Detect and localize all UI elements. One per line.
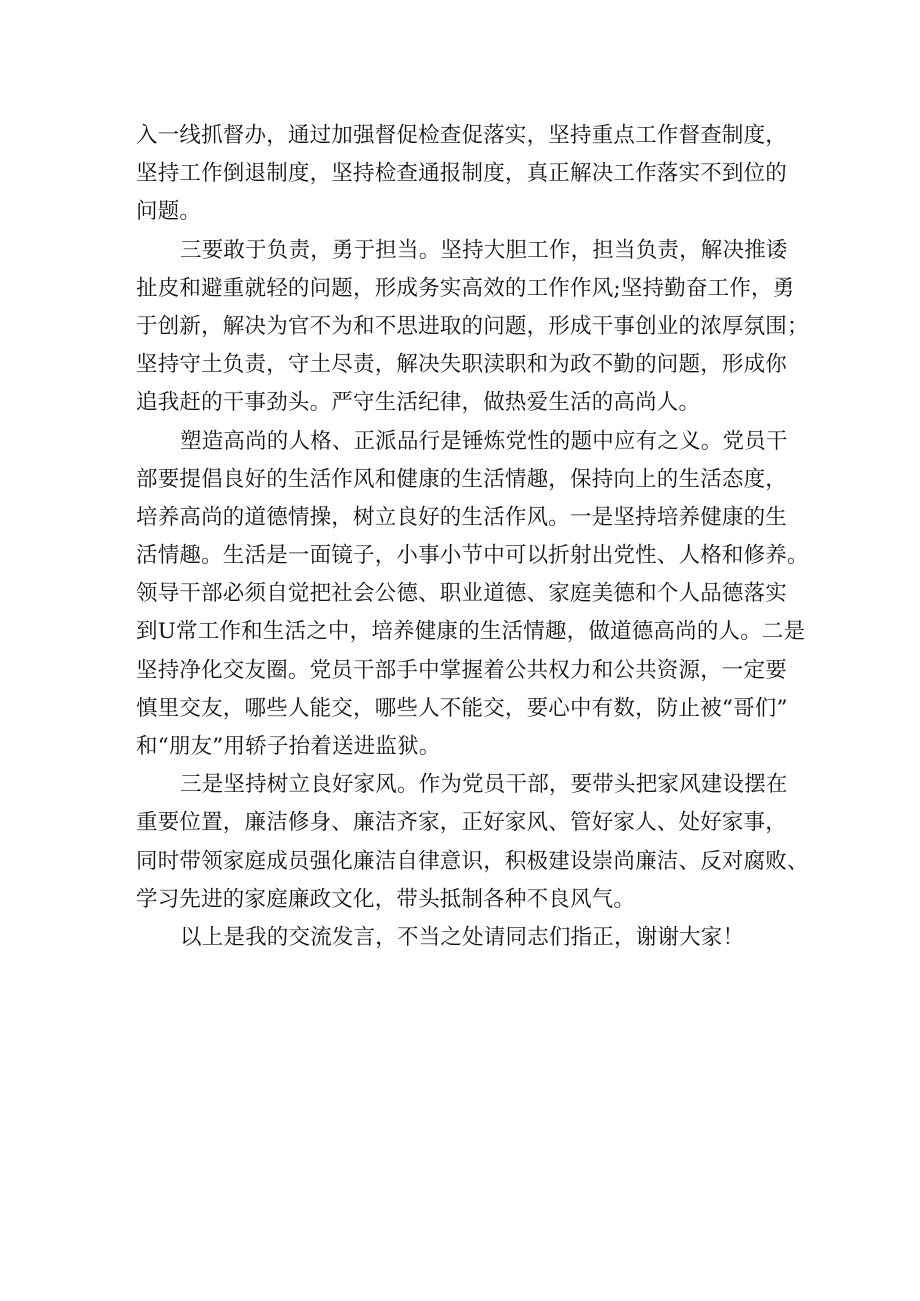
text-line: 重要位置，廉洁修身、廉洁齐家，正好家风、管好家人、处好家事， <box>136 810 788 836</box>
text-line: 同时带领家庭成员强化廉洁自律意识，积极建设崇尚廉洁、反对腐败、 <box>136 848 809 874</box>
text-line: 于创新，解决为官不为和不思进取的问题，形成干事创业的浓厚氛围； <box>136 313 809 339</box>
text-line: 追我赶的干事劲头。严守生活纪律，做热爱生活的高尚人。 <box>136 390 701 416</box>
text-line: 入一线抓督办，通过加强督促检查促落实，坚持重点工作督查制度， <box>136 123 788 148</box>
text-line: 部要提倡良好的生活作风和健康的生活情趣，保持向上的生活态度， <box>136 466 788 492</box>
text-line: 扯皮和避重就轻的问题，形成务实高效的工作作风;坚持勤奋工作，勇 <box>136 275 795 301</box>
document-body <box>136 117 809 957</box>
text-line: 和“朋友”用轿子抬着送进监狱。 <box>136 734 441 759</box>
paragraph-first-line: 以上是我的交流发言，不当之处请同志们指正，谢谢大家！ <box>180 924 745 950</box>
text-line: 到U常工作和生活之中，培养健康的生活情趣，做道德高尚的人。二是 <box>136 619 806 645</box>
text-line: 坚持工作倒退制度，坚持检查通报制度，真正解决工作落实不到位的 <box>136 161 788 187</box>
paragraph-first-line: 塑造高尚的人格、正派品行是锤炼党性的题中应有之义。党员干 <box>180 428 788 454</box>
text-line: 坚持守土负责，守土尽责，解决失职渎职和为政不勤的问题，形成你 <box>136 352 788 378</box>
text-line: 活情趣。生活是一面镜子，小事小节中可以折射出党性、人格和修养。 <box>136 543 809 569</box>
text-line: 领导干部必须自觉把社会公德、职业道德、家庭美德和个人品德落实 <box>136 581 788 607</box>
text-line: 学习先进的家庭廉政文化，带头抵制各种不良风气。 <box>136 886 636 912</box>
text-line: 培养高尚的道德情操，树立良好的生活作风。一是坚持培养健康的生 <box>136 504 788 530</box>
paragraph-first-line: 三是坚持树立良好家风。作为党员干部，要带头把家风建设摆在 <box>180 772 788 798</box>
paragraph-first-line: 三要敢于负责，勇于担当。坚持大胆工作，担当负责，解决推诿 <box>180 237 788 263</box>
text-line: 坚持净化交友圈。党员干部手中掌握着公共权力和公共资源，一定要 <box>136 657 788 683</box>
text-line: 问题。 <box>136 199 202 225</box>
text-line: 慎里交友，哪些人能交，哪些人不能交，要心中有数，防止被“哥们” <box>136 695 788 721</box>
